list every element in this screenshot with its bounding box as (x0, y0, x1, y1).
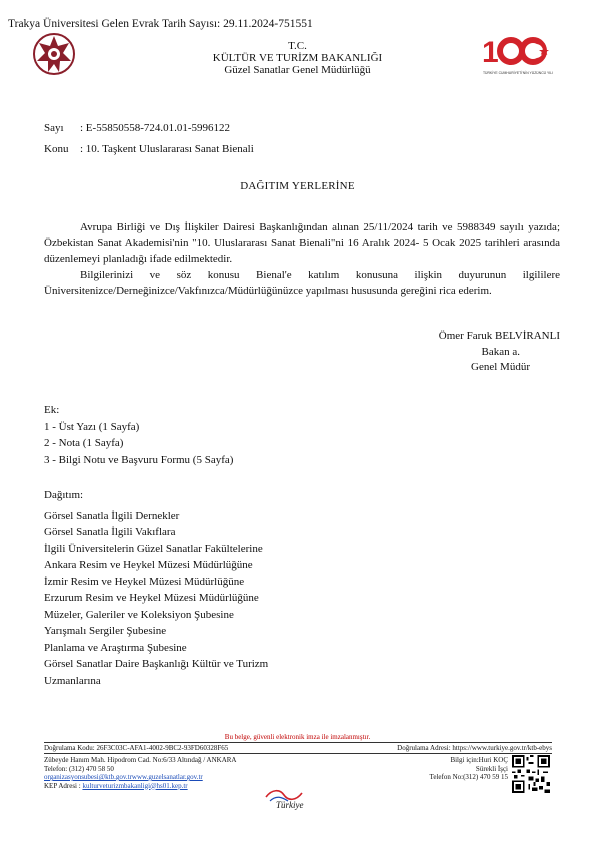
distribution-item: Uzmanlarına (44, 674, 101, 687)
ministry-seal-icon (33, 33, 75, 75)
svg-text:1: 1 (482, 36, 499, 69)
reference-label: Sayı (44, 122, 64, 134)
distribution-list (44, 487, 268, 689)
address: Zübeyde Hanım Mah. Hipodrom Cad. No:6/33 Altındağ / ANKARA (44, 756, 237, 764)
directorate-name: Güzel Sanatlar Genel Müdürlüğü (224, 64, 371, 76)
kep-address-link[interactable]: kulturveturizmbakanligi@hs01.kep.tr (82, 781, 188, 790)
distribution-label: Dağıtım: (44, 489, 84, 501)
distribution-item: Müzeler, Galeriler ve Koleksiyon Şubesine (44, 608, 234, 621)
body-paragraph-1: Avrupa Birliği ve Dış İlişkiler Dairesi Başkanlığından alınan 25/11/2024 tarih ve 5988349 sayılı yazıda; Özbekistan Sanat Akademisi'nin "10. Uluslararası Sanat Bienali"ni 16 Aralık 2024- 5 Ocak 2025 tarihleri arasında düzenlemeyi planladığı ifade edilmektedir. (44, 221, 560, 265)
distribution-item: Görsel Sanatla İlgili Vakıflara (44, 526, 176, 538)
distribution-item: Görsel Sanatla İlgili Dernekler (44, 509, 180, 522)
kep-label: KEP Adresi : (44, 781, 81, 790)
distribution-item: Erzurum Resim ve Heykel Müzesi Müdürlüğüne (44, 592, 259, 604)
phone: Telefon: (312) 470 58 50 (44, 764, 114, 773)
signatory-role-2: Genel Müdür (471, 361, 530, 373)
esignature-note: Bu belge, güvenli elektronik imza ile imzalanmıştır. (224, 733, 371, 741)
letterhead-line1: T.C. (288, 40, 307, 52)
distribution-item: İzmir Resim ve Heykel Müzesi Müdürlüğüne (44, 575, 245, 588)
letterhead (140, 40, 455, 76)
distribution-item: İlgili Üniversitelerin Güzel Sanatlar Fakültelerine (44, 542, 263, 555)
distribution-item: Planlama ve Araştırma Şubesine (44, 641, 187, 654)
subject-label: Konu (44, 143, 69, 155)
ministry-name: KÜLTÜR VE TURİZM BAKANLIĞI (212, 52, 383, 64)
info-contact-name: Bilgi için:Huri KOÇ (450, 756, 508, 764)
verification-address: Doğrulama Adresi: https://www.turkiye.gov.tr/ktb-ebys (397, 744, 552, 752)
qr-code-icon (512, 755, 550, 793)
signature-block (380, 329, 560, 376)
turkiye-brand-logo (262, 783, 322, 811)
info-contact-block (390, 756, 508, 782)
info-contact-role: Sürekli İşçi (475, 764, 508, 773)
100th-anniversary-caption: TÜRKİYE CUMHURİYETİ'NİN YÜZÜNCÜ YILI (482, 71, 554, 75)
attachments-label: Ek: (44, 404, 60, 416)
reference-number-row (44, 122, 230, 134)
footer-divider-top (44, 742, 552, 743)
body-paragraph-2: Bilgilerinizi ve söz konusu Bienal'e katılım konusuna ilişkin duyurunun ilgililere Üniversitenizce/Derneğinizce/Vakfınızca/Müdürlüğünüzce yapılması hususunda gereğini rica ederim. (44, 269, 560, 297)
distribution-item: Görsel Sanatlar Daire Başkanlığı Kültür ve Turizm (44, 658, 269, 670)
info-contact-phone: Telefon No:(312) 470 59 15 (429, 773, 508, 781)
reference-value: : E-55850558-724.01.01-5996122 (80, 122, 231, 134)
attachment-item: 1 - Üst Yazı (1 Sayfa) (44, 420, 140, 433)
attachment-item: 2 - Nota (1 Sayfa) (44, 437, 124, 449)
subject-value: : 10. Taşkent Uluslararası Sanat Bienali (80, 143, 254, 155)
email-web-link[interactable]: organizasyonsubesi@ktb.gov.trwww.guzelsanatlar.gov.tr (44, 773, 203, 781)
turkiye-brand-text: Türkiye (276, 800, 304, 810)
attachments-list (44, 402, 233, 468)
footer-divider-bottom (44, 753, 552, 754)
incoming-document-stamp: Trakya Üniversitesi Gelen Evrak Tarih Sayısı: 29.11.2024-751551 (8, 18, 313, 30)
contact-block (44, 756, 236, 790)
addressee-title: DAĞITIM YERLERİNE (240, 180, 355, 192)
subject-row (44, 143, 254, 155)
verification-code: Doğrulama Kodu: 26F3C03C-AFA1-4002-9BC2-93FD60328F65 (44, 744, 229, 752)
attachment-item: 3 - Bilgi Notu ve Başvuru Formu (5 Sayfa) (44, 453, 234, 466)
100th-anniversary-logo (478, 30, 558, 80)
distribution-item: Ankara Resim ve Heykel Müzesi Müdürlüğüne (44, 559, 253, 571)
signatory-name: Ömer Faruk BELVİRANLI (438, 330, 560, 342)
signatory-role-1: Bakan a. (481, 345, 520, 358)
distribution-item: Yarışmalı Sergiler Şubesine (44, 625, 167, 637)
